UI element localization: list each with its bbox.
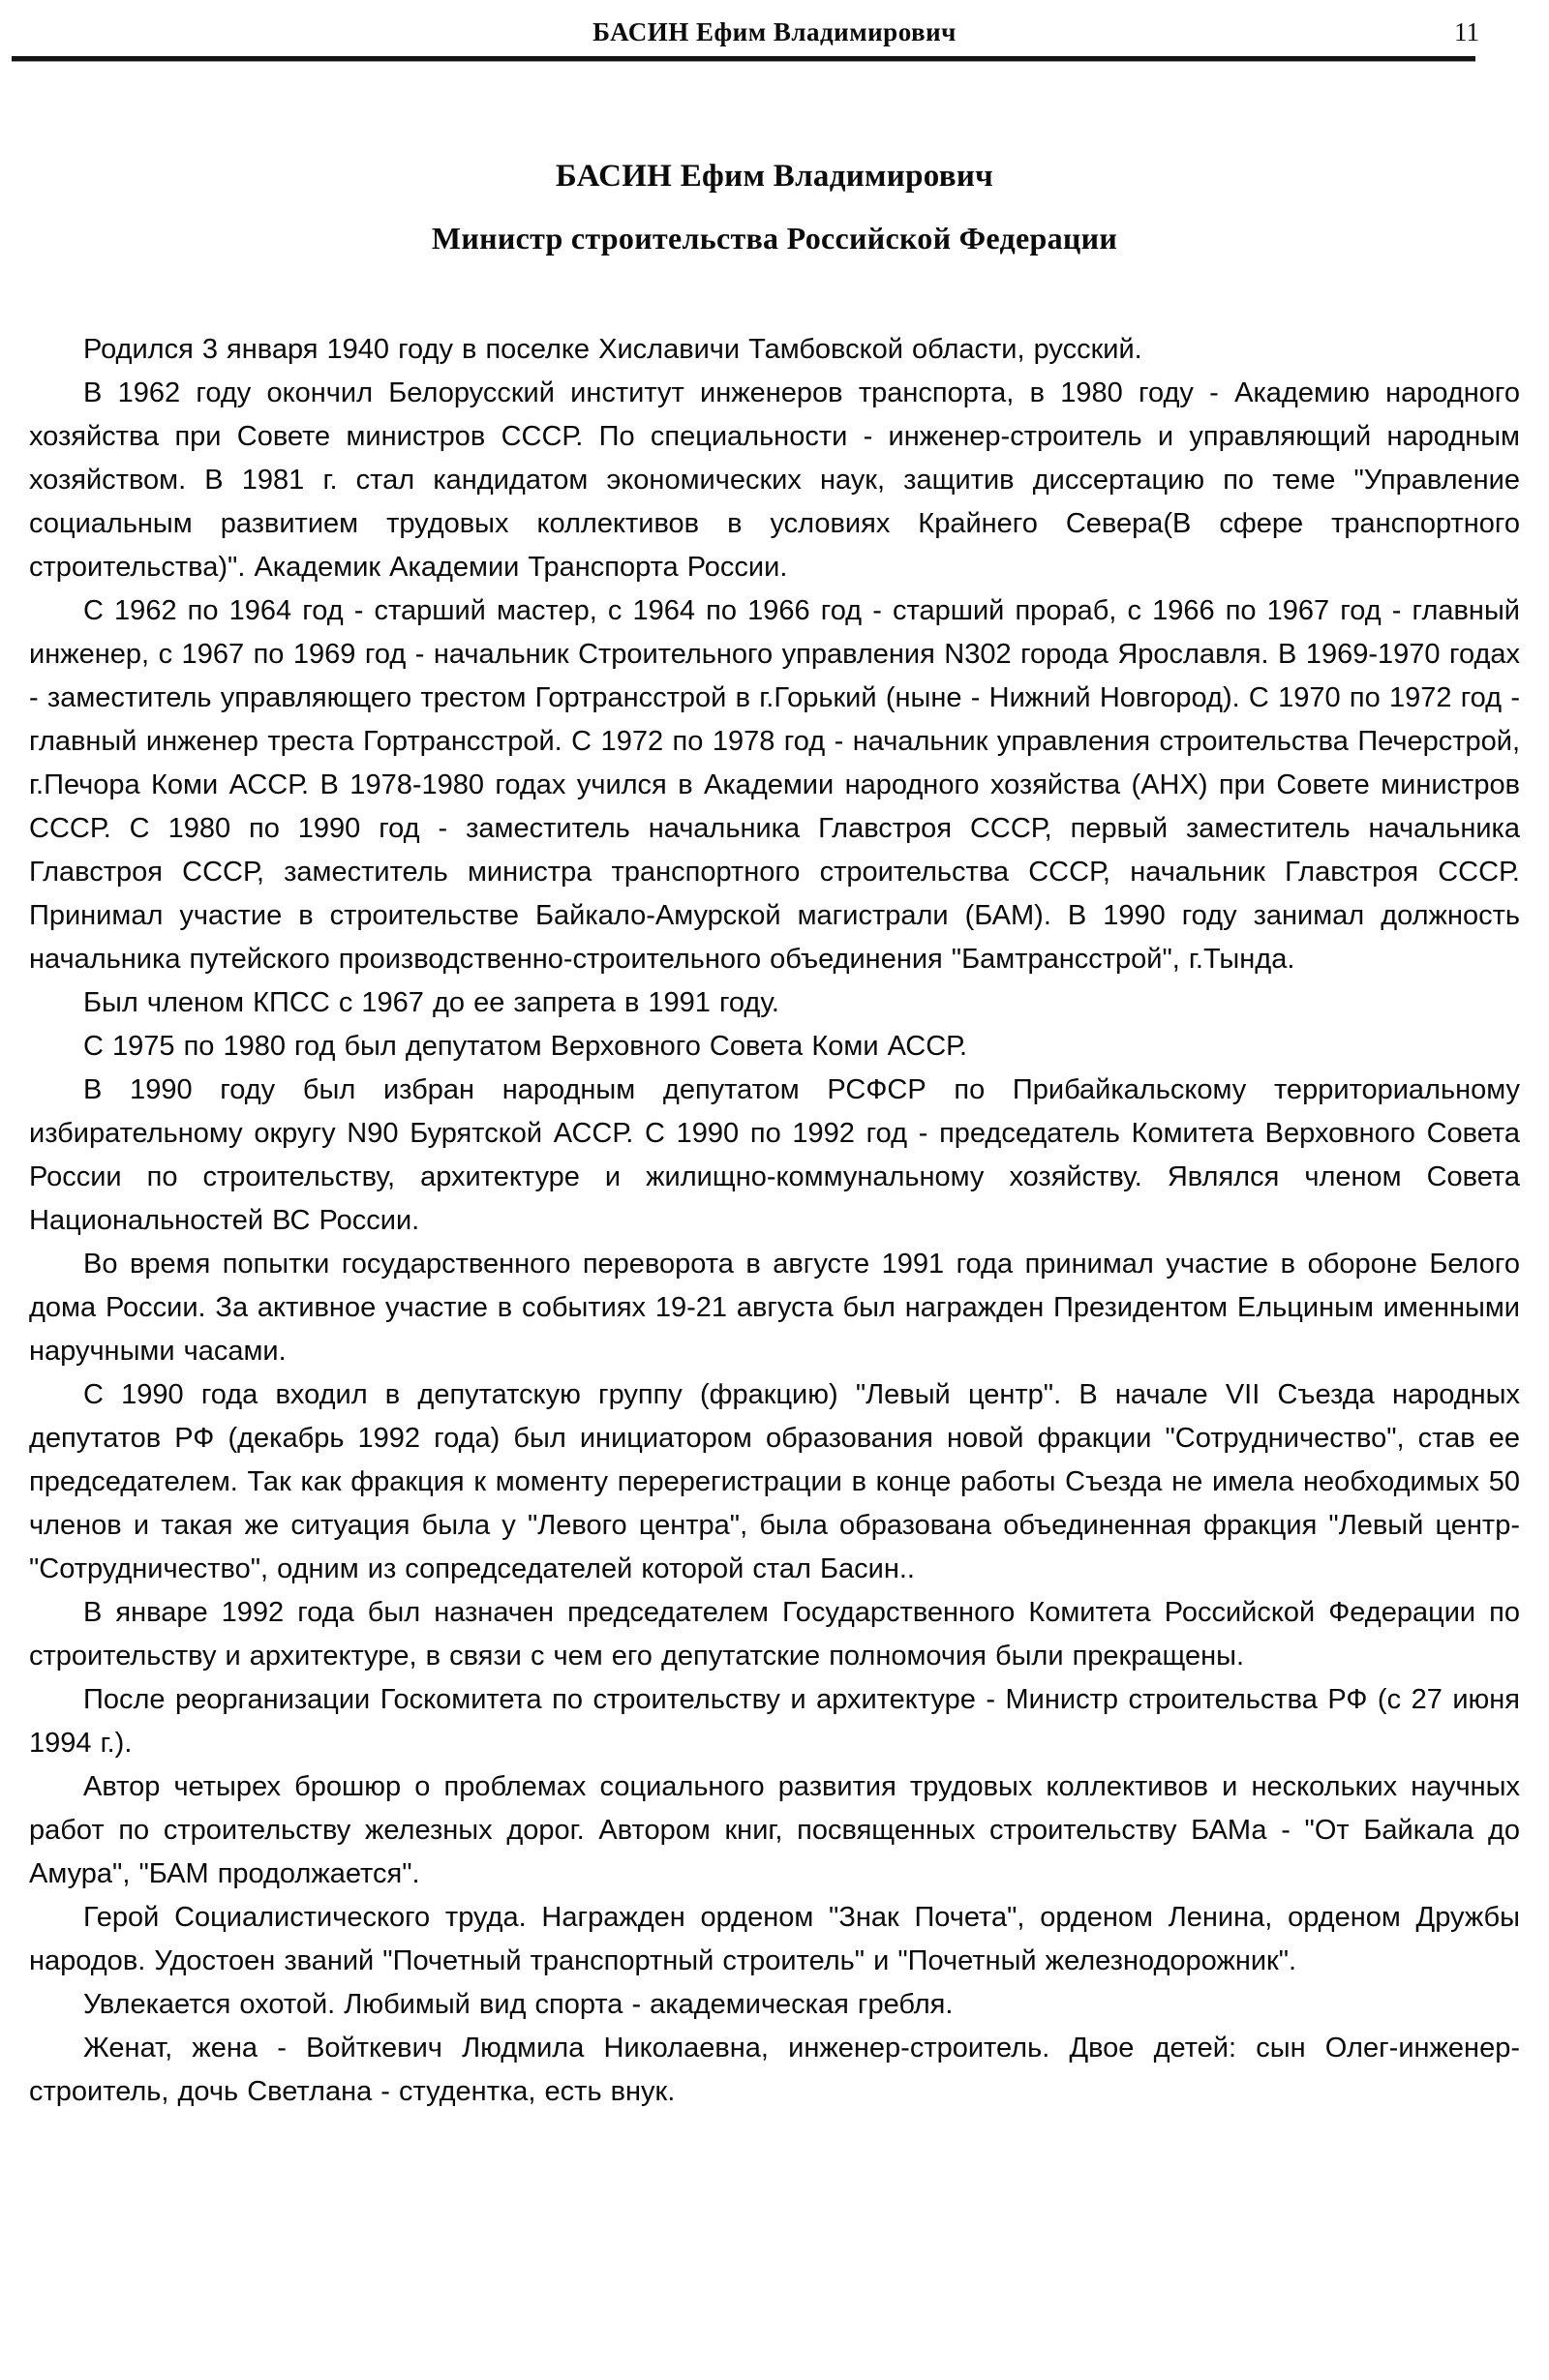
bio-paragraph: В январе 1992 года был назначен председателем Государственного Комитета Российской Федерации по строительству и архитектуре, в связи с чем его депутатские полномочия были прекращены. [29, 1597, 1520, 1672]
page-number: 11 [1454, 17, 1479, 46]
bio-paragraph: С 1990 года входил в депутатскую группу (фракцию) "Левый центр". В начале VII Съезда народных депутатов РФ (декабрь 1992 года) был инициатором образования новой фракции "Сотрудничество", став ее председателем. Так как фракция к моменту перерегистрации в конце работы Съезда не имела необходимых 50 членов и такая же ситуация была у "Левого центра", была образована объединенная фракция "Левый центр-"Сотрудничество", одним из сопредседателей которой стал Басин.. [29, 1379, 1520, 1584]
bio-paragraph: Герой Социалистического труда. Награжден орденом "Знак Почета", орденом Ленина, орденом Дружбы народов. Удостоен званий "Почетный транспортный строитель" и "Почетный железнодорожник". [29, 1902, 1520, 1976]
bio-paragraph: С 1975 по 1980 год был депутатом Верховного Совета Коми АССР. [83, 1031, 968, 1062]
bio-paragraph: Увлекается охотой. Любимый вид спорта - академическая гребля. [83, 1989, 954, 2020]
page-title: БАСИН Ефим Владимирович [555, 159, 994, 194]
bio-paragraph: Женат, жена - Войткевич Людмила Николаевна, инженер-строитель. Двое детей: сын Олег-инженер-строитель, дочь Светлана - студентка, есть внук. [29, 2033, 1520, 2107]
header-rule [12, 56, 1475, 62]
page-header [29, 12, 1520, 52]
page-subtitle: Министр строительства Российской Федерации [431, 221, 1118, 256]
bio-paragraph: В 1962 году окончил Белорусский институт инженеров транспорта, в 1980 году - Академию народного хозяйства при Совете министров СССР. По специальности - инженер-строитель и управляющий народным хозяйством. В 1981 г. стал кандидатом экономических наук, защитив диссертацию по теме "Управление социальным развитием трудовых коллективов в условиях Крайнего Севера(В сфере транспортного строительства)". Академик Академии Транспорта России. [29, 377, 1520, 583]
bio-paragraph: Во время попытки государственного переворота в августе 1991 года принимал участие в обороне Белого дома России. За активное участие в событиях 19-21 августа был награжден Президентом Ельциным именными наручными часами. [29, 1249, 1520, 1367]
bio-paragraph: После реорганизации Госкомитета по строительству и архитектуре - Министр строительства РФ (с 27 июня 1994 г.). [29, 1684, 1520, 1759]
bio-paragraph: В 1990 году был избран народным депутатом РСФСР по Прибайкальскому территориальному избирательному округу N90 Бурятской АССР. С 1990 по 1992 год - председатель Комитета Верховного Совета России по строительству, архитектуре и жилищно-коммунальному хозяйству. Являлся членом Совета Национальностей ВС России. [29, 1074, 1520, 1236]
bio-paragraph: Родился 3 января 1940 году в поселке Хиславичи Тамбовской области, русский. [83, 334, 1142, 365]
bio-paragraph: Был членом КПСС с 1967 до ее запрета в 1991 году. [83, 987, 779, 1018]
biography-text [29, 328, 1520, 2114]
bio-paragraph: Автор четырех брошюр о проблемах социального развития трудовых коллективов и нескольких научных работ по строительству железных дорог. Автором книг, посвященных строительству БАМа - "От Байкала до Амура", "БАМ продолжается". [29, 1771, 1520, 1889]
bio-paragraph: С 1962 по 1964 год - старший мастер, с 1964 по 1966 год - старший прораб, с 1966 по 1967 год - главный инженер, с 1967 по 1969 год - начальник Строительного управления N302 города Ярославля. В 1969-1970 годах - заместитель управляющего трестом Гортрансстрой в г.Горький (ныне - Нижний Новгород). С 1970 по 1972 год - главный инженер треста Гортрансстрой. С 1972 по 1978 год - начальник управления строительства Печерстрой, г.Печора Коми АССР. В 1978-1980 годах учился в Академии народного хозяйства (АНХ) при Совете министров СССР. С 1980 по 1990 год - заместитель начальника Главстроя СССР, первый заместитель начальника Главстроя СССР, заместитель министра транспортного строительства СССР, начальник Главстроя СССР. Принимал участие в строительстве Байкало-Амурской магистрали (БАМ). В 1990 году занимал должность начальника путейского производственно-строительного объединения "Бамтрансстрой", г.Тында. [29, 595, 1520, 975]
running-title: БАСИН Ефим Владимирович [592, 17, 957, 46]
